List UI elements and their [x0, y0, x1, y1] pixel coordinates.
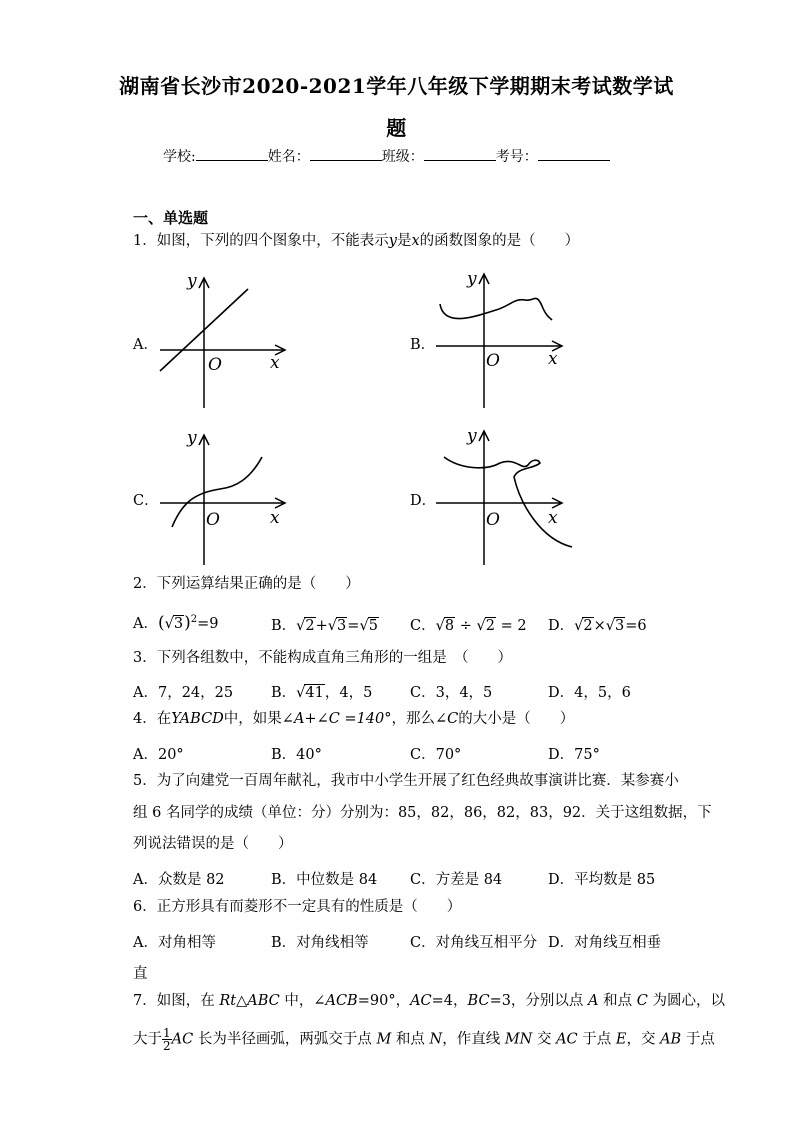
class-blank[interactable] — [424, 146, 496, 161]
origin-label: O — [208, 355, 222, 375]
y-axis-label: y — [467, 269, 477, 289]
q2-option-d: D．√2×√3=6 — [548, 618, 647, 634]
q1-graph-a — [150, 266, 290, 411]
y-axis-label: y — [467, 426, 477, 446]
q6-option-d: D．对角线互相垂 — [548, 935, 662, 951]
x-axis-label: x — [270, 353, 280, 373]
origin-label: O — [206, 510, 220, 530]
q5-option-a: A．众数是 82 — [133, 872, 225, 888]
question-6-stem: 6．正方形具有而菱形不一定具有的性质是（ ） — [133, 899, 462, 915]
origin-label: O — [486, 510, 500, 530]
q2-option-c: C．√8 ÷ √2 = 2 — [410, 618, 527, 634]
question-2-stem: 2．下列运算结果正确的是（ ） — [133, 576, 360, 592]
question-5-line-1: 5．为了向建党一百周年献礼，我市中小学生开展了红色经典故事演讲比赛．某参赛小 — [133, 773, 679, 789]
class-label: 班级： — [381, 149, 424, 165]
question-7-line-1: 7．如图，在 Rt△ABC 中，∠ACB=90°，AC=4，BC=3，分别以点 A 和点 C 为圆心，以 — [133, 993, 725, 1009]
school-blank[interactable] — [196, 146, 268, 161]
question-7-line-2: 大于 $\frac{1}{2}$ AC 长为半径画弧，两弧交于点 M 和点 N，作直线 MN 交 AC 于点 E，交 AB 于点 — [133, 1026, 715, 1053]
q6-option-b: B．对角线相等 — [271, 935, 369, 951]
q1-graph-c — [150, 423, 290, 568]
title-line-1: 湖南省长沙市2020-2021学年八年级下学期期末考试数学试 — [119, 74, 674, 98]
q2-option-a: A．$(√3)^2=9$ — [133, 613, 219, 633]
q5-option-c: C．方差是 84 — [410, 872, 503, 888]
x-axis-label: x — [270, 508, 280, 528]
q3-option-b: B．√41，4，5 — [271, 685, 373, 701]
q6-option-d-wrap: 直 — [133, 966, 148, 982]
q3-option-c: C．3，4，5 — [410, 685, 493, 701]
y-axis-label: y — [187, 271, 197, 291]
q1-option-b-label: B． — [410, 337, 436, 353]
exam-number-label: 考号： — [495, 149, 538, 165]
exam-number-blank[interactable] — [538, 146, 610, 161]
school-label: 学校: — [163, 149, 196, 165]
q5-option-b: B．中位数是 84 — [271, 872, 378, 888]
title-line-2: 题 — [386, 116, 407, 140]
q3-option-d: D．4，5，6 — [548, 685, 631, 701]
question-4-stem: 4．在YABCD中，如果∠A+∠C =140°，那么∠C的大小是（ ） — [133, 711, 575, 727]
question-5-line-2: 组 6 名同学的成绩（单位：分）分别为：85，82，86，82，83，92．关于这组数据，下 — [133, 805, 712, 821]
fraction-one-half: $\frac{1}{2}$ — [163, 1026, 171, 1053]
x-axis-label: x — [548, 508, 558, 528]
q3-option-a: A．7，24，25 — [133, 685, 234, 701]
q1-option-a-label: A． — [133, 337, 158, 353]
q1-graph-d — [430, 423, 575, 568]
x-axis-label: x — [548, 349, 558, 369]
origin-label: O — [486, 351, 500, 371]
q1-option-c-label: C． — [133, 493, 159, 509]
q5-option-d: D．平均数是 85 — [548, 872, 656, 888]
q4-option-a: A．20° — [133, 747, 184, 763]
name-label: 姓名： — [267, 149, 310, 165]
name-blank[interactable] — [310, 146, 382, 161]
question-1-stem: 1．如图，下列的四个图象中，不能表示y是x的函数图象的是（ ） — [133, 233, 580, 249]
q2-option-b: B．√2+√3=√5 — [271, 618, 378, 634]
question-5-line-3: 列说法错误的是（ ） — [133, 836, 293, 852]
q4-option-b: B．40° — [271, 747, 322, 763]
section-title: 一、单选题 — [133, 209, 209, 227]
q6-option-c: C．对角线互相平分 — [410, 935, 538, 951]
q4-option-c: C．70° — [410, 747, 462, 763]
q1-option-d-label: D． — [410, 493, 437, 509]
q4-option-d: D．75° — [548, 747, 600, 763]
q1-graph-b — [430, 266, 570, 411]
question-3-stem: 3．下列各组数中，不能构成直角三角形的一组是 （ ） — [133, 650, 512, 666]
student-info-fields — [163, 146, 610, 166]
q6-option-a: A．对角相等 — [133, 935, 216, 951]
y-axis-label: y — [187, 428, 197, 448]
